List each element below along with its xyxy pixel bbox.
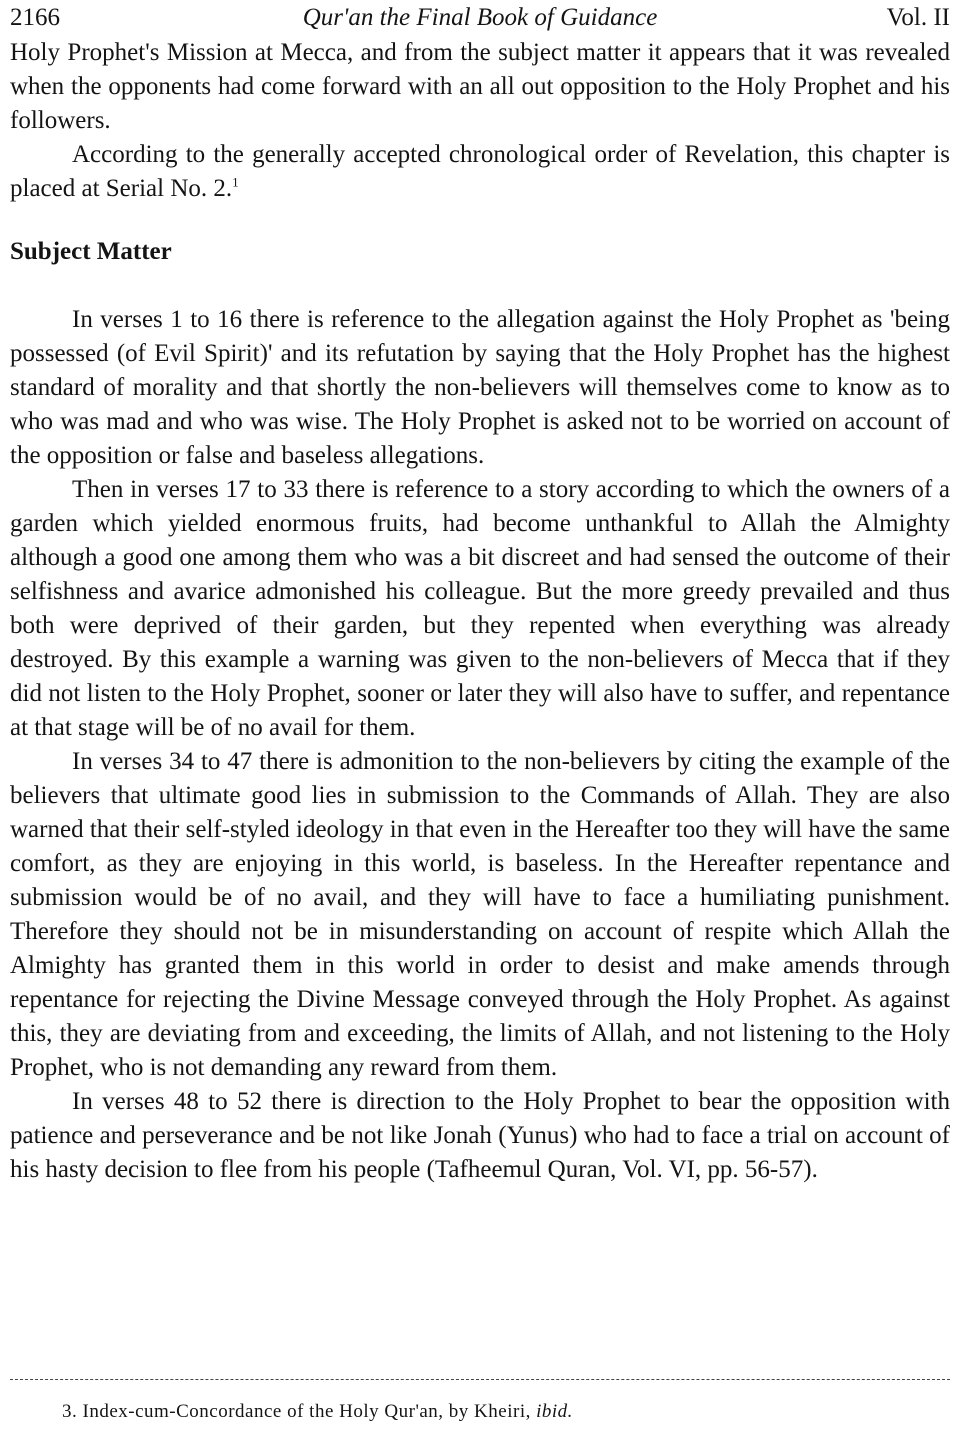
footnote-marker: 1 [232, 174, 239, 190]
page-number: 2166 [10, 4, 60, 31]
paragraph-chronology [10, 138, 950, 206]
footnote-text: 3. Index-cum-Concordance of the Holy Qur'an, by Kheiri, [62, 1401, 531, 1422]
page [10, 0, 950, 1187]
paragraph-continuation: Holy Prophet's Mission at Mecca, and from the subject matter it appears that it was revealed when the opponents had come forward with an all out opposition to the Holy Prophet and his followers. [10, 39, 950, 134]
footnote-divider [10, 1379, 950, 1380]
book-title: Qur'an the Final Book of Guidance [302, 4, 658, 31]
paragraph-chronology-text: According to the generally accepted chronological order of Revelation, this chapter is placed at Serial No. 2. [10, 141, 950, 202]
footnote [62, 1400, 573, 1424]
footnote-ibid: ibid. [536, 1401, 573, 1422]
paragraph-verses-34-47: In verses 34 to 47 there is admonition to the non-believers by citing the example of the believers that ultimate good lies in submission to the Commands of Allah. They are also warned that their self-styled ideology in that even in the Hereafter too they will have the same comfort, as they are enjoying in this world, is baseless. In the Hereafter repentance and submission would be of no avail, and they will have to face a humiliating punishment. Therefore they should not be in misunderstanding on account of respite which Allah the Almighty has granted them in this world in order to desist and make amends through repentance for rejecting the Divine Message conveyed through the Holy Prophet. As against this, they are deviating from and exceeding, the limits of Allah, and not listening to the Holy Prophet, who is not demanding any reward from them. [10, 748, 950, 1081]
paragraph-verses-17-33: Then in verses 17 to 33 there is reference to a story according to which the owners of a garden which yielded enormous fruits, had become unthankful to Allah the Almighty although a good one among them who was a bit discreet and had sensed the outcome of their selfishness and avarice admonished his colleague. But the more greedy prevailed and thus both were deprived of their garden, but they repented when everything was already destroyed. By this example a warning was given to the non-believers of Mecca that if they did not listen to the Holy Prophet, sooner or later they will also have to suffer, and repentance at that stage will be of no avail for them. [10, 476, 950, 741]
running-head [10, 0, 950, 36]
paragraph-verses-1-16: In verses 1 to 16 there is reference to the allegation against the Holy Prophet as 'being possessed (of Evil Spirit)' and its refutation by saying that the Holy Prophet has the highest standard of morality and that shortly the non-believers will themselves come to know as to who was mad and who was wise. The Holy Prophet is asked not to be worried on account of the opposition or false and baseless allegations. [10, 306, 950, 469]
section-heading: Subject Matter [10, 238, 172, 265]
paragraph-verses-48-52: In verses 48 to 52 there is direction to the Holy Prophet to bear the opposition with patience and perseverance and be not like Jonah (Yunus) who had to face a trial on account of his hasty decision to flee from his people (Tafheemul Quran, Vol. VI, pp. 56-57). [10, 1088, 950, 1183]
volume-label: Vol. II [886, 4, 950, 31]
